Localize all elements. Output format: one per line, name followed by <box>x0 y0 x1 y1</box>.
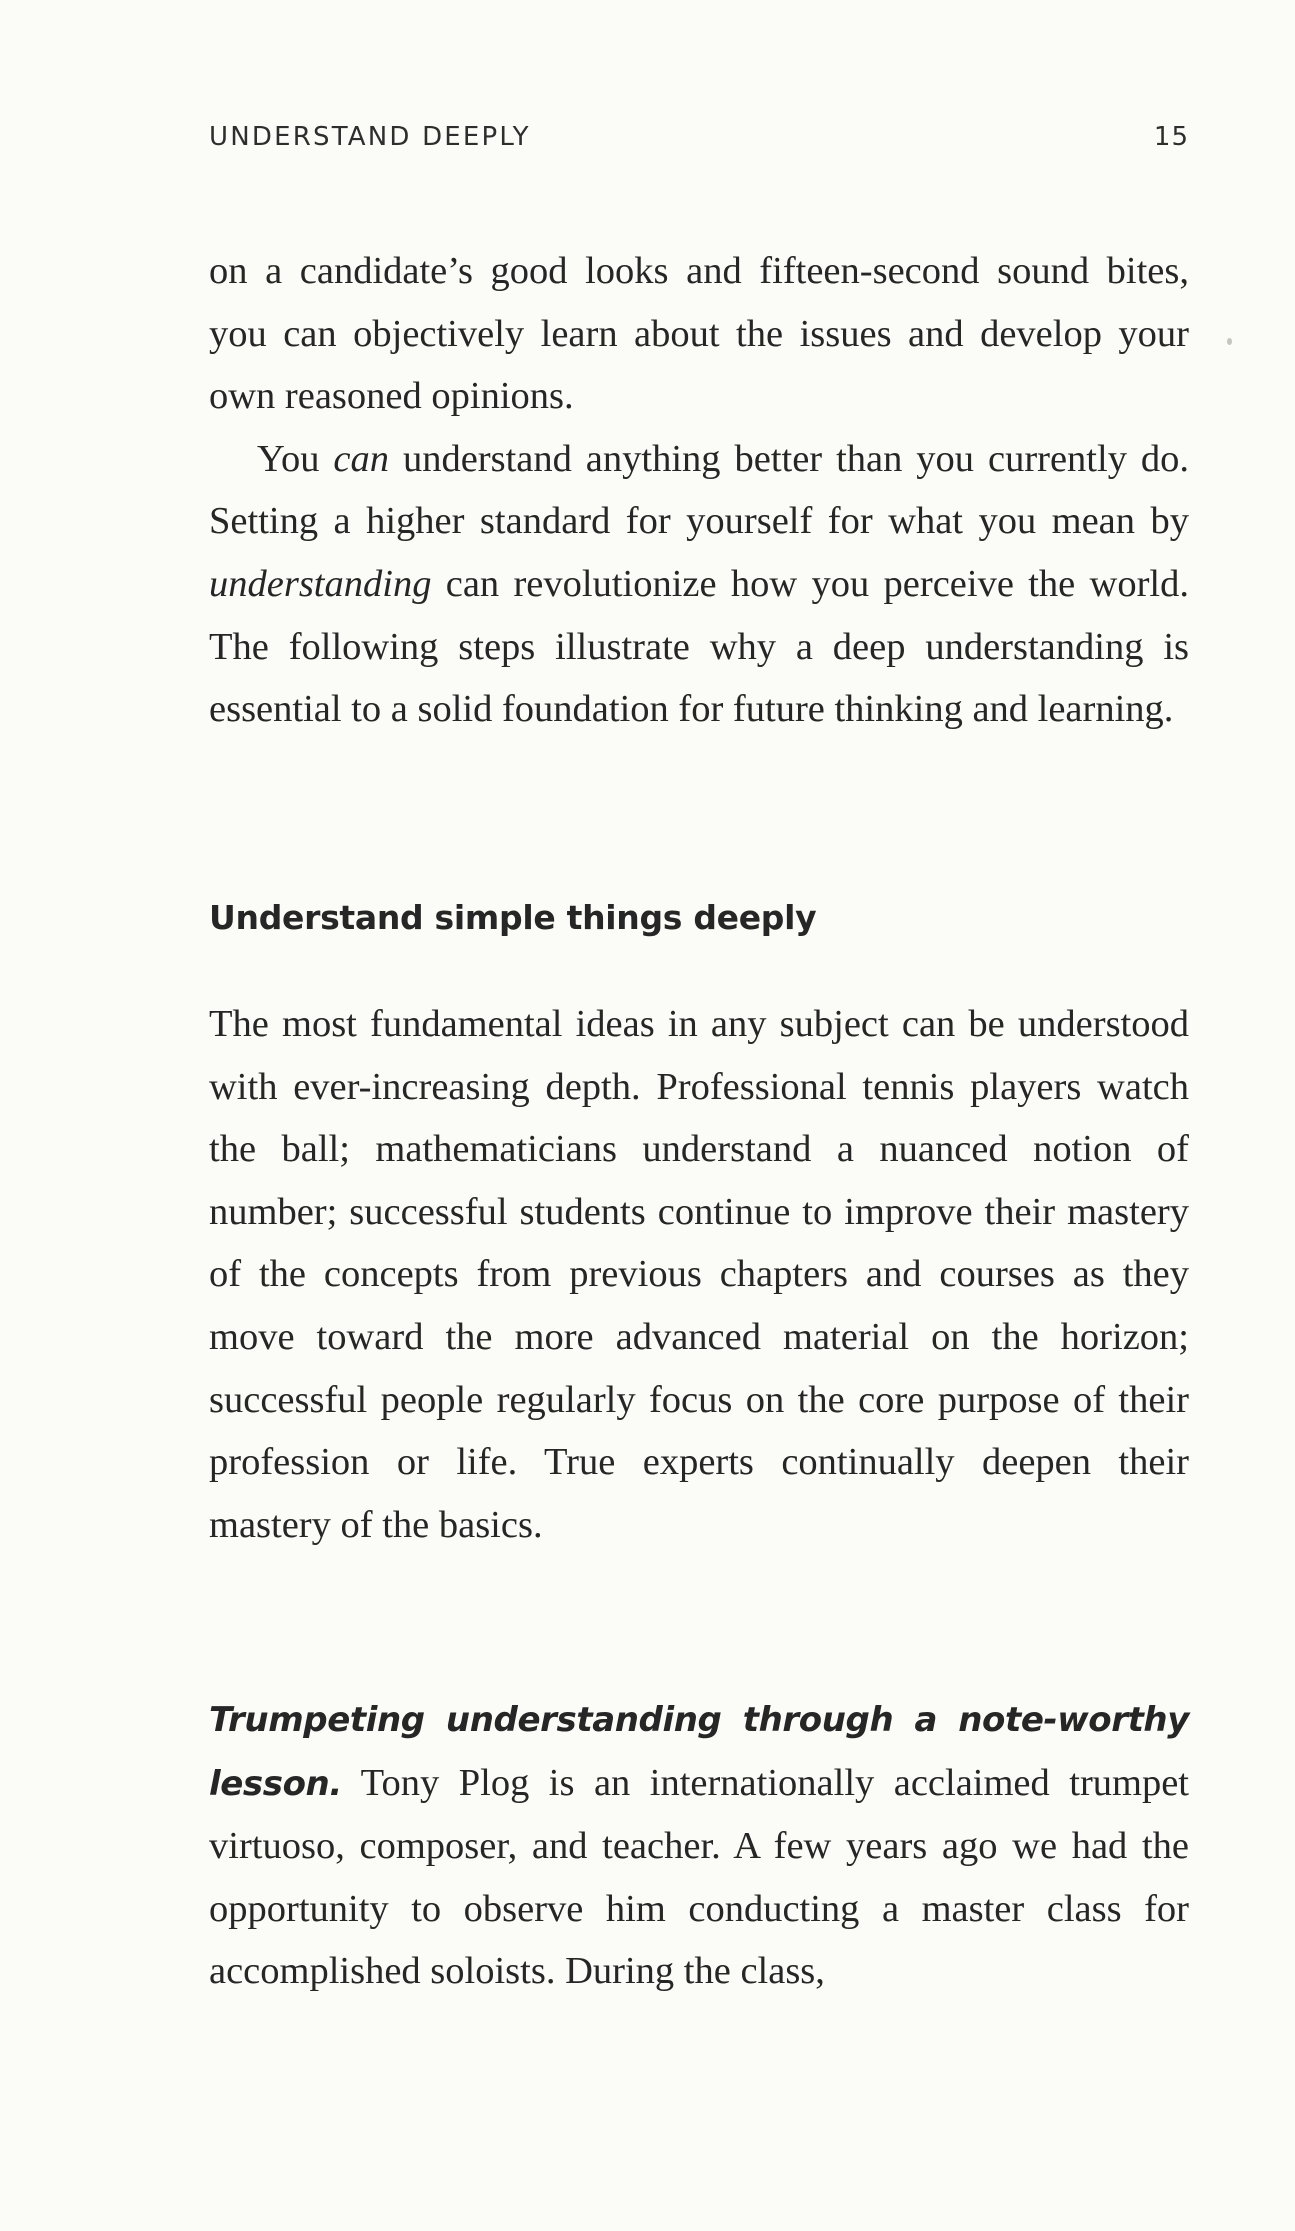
paper-speck <box>1227 338 1232 345</box>
para2-end: can revolutionize how you perceive the world. The following steps illustrate why a deep understanding is essential to a solid foundation for future thinking and learning. <box>209 562 1189 731</box>
emphasis-can: can <box>333 437 389 480</box>
body-text-section <box>209 993 1189 1556</box>
section-heading: Understand simple things deeply <box>209 898 817 937</box>
emphasis-understanding: understanding <box>209 562 432 605</box>
run-in-heading: Trumpeting understanding through a note-worthy lesson. <box>209 1700 1189 1804</box>
para2-mid: understand anything better than you currently do. Setting a higher standard for yourself for what you mean by <box>209 437 1190 543</box>
para2-start: You <box>257 437 334 480</box>
paragraph-you-can <box>209 428 1189 741</box>
body-text-top <box>209 240 1189 741</box>
paragraph-fundamental-ideas: The most fundamental ideas in any subject can be understood with ever-increasing depth. Professional tennis players watch the ball; mathematicians understand a nuanced notion of number; successful students continue to improve their mastery of the concepts from previous chapters and courses as they move toward the more advanced material on the horizon; successful people regularly focus on the core purpose of their profession or life. True experts continually deepen their mastery of the basics. <box>209 1003 1189 1546</box>
body-text-trumpet <box>209 1688 1189 2003</box>
running-title: UNDERSTAND DEEPLY <box>209 122 531 152</box>
page-number: 15 <box>1153 122 1189 152</box>
running-head <box>209 122 1189 162</box>
para4-text: Tony Plog is an internationally acclaimed trumpet virtuoso, composer, and teacher. A few years ago we had the opportunity to observe him conducting a master class for accomplished soloists. During the class, <box>209 1761 1189 1993</box>
paragraph-continued: on a candidate’s good looks and fifteen-second sound bites, you can objectively learn about the issues and develop your own reasoned opinions. <box>209 250 1189 418</box>
paragraph-trumpeting <box>209 1688 1189 2003</box>
